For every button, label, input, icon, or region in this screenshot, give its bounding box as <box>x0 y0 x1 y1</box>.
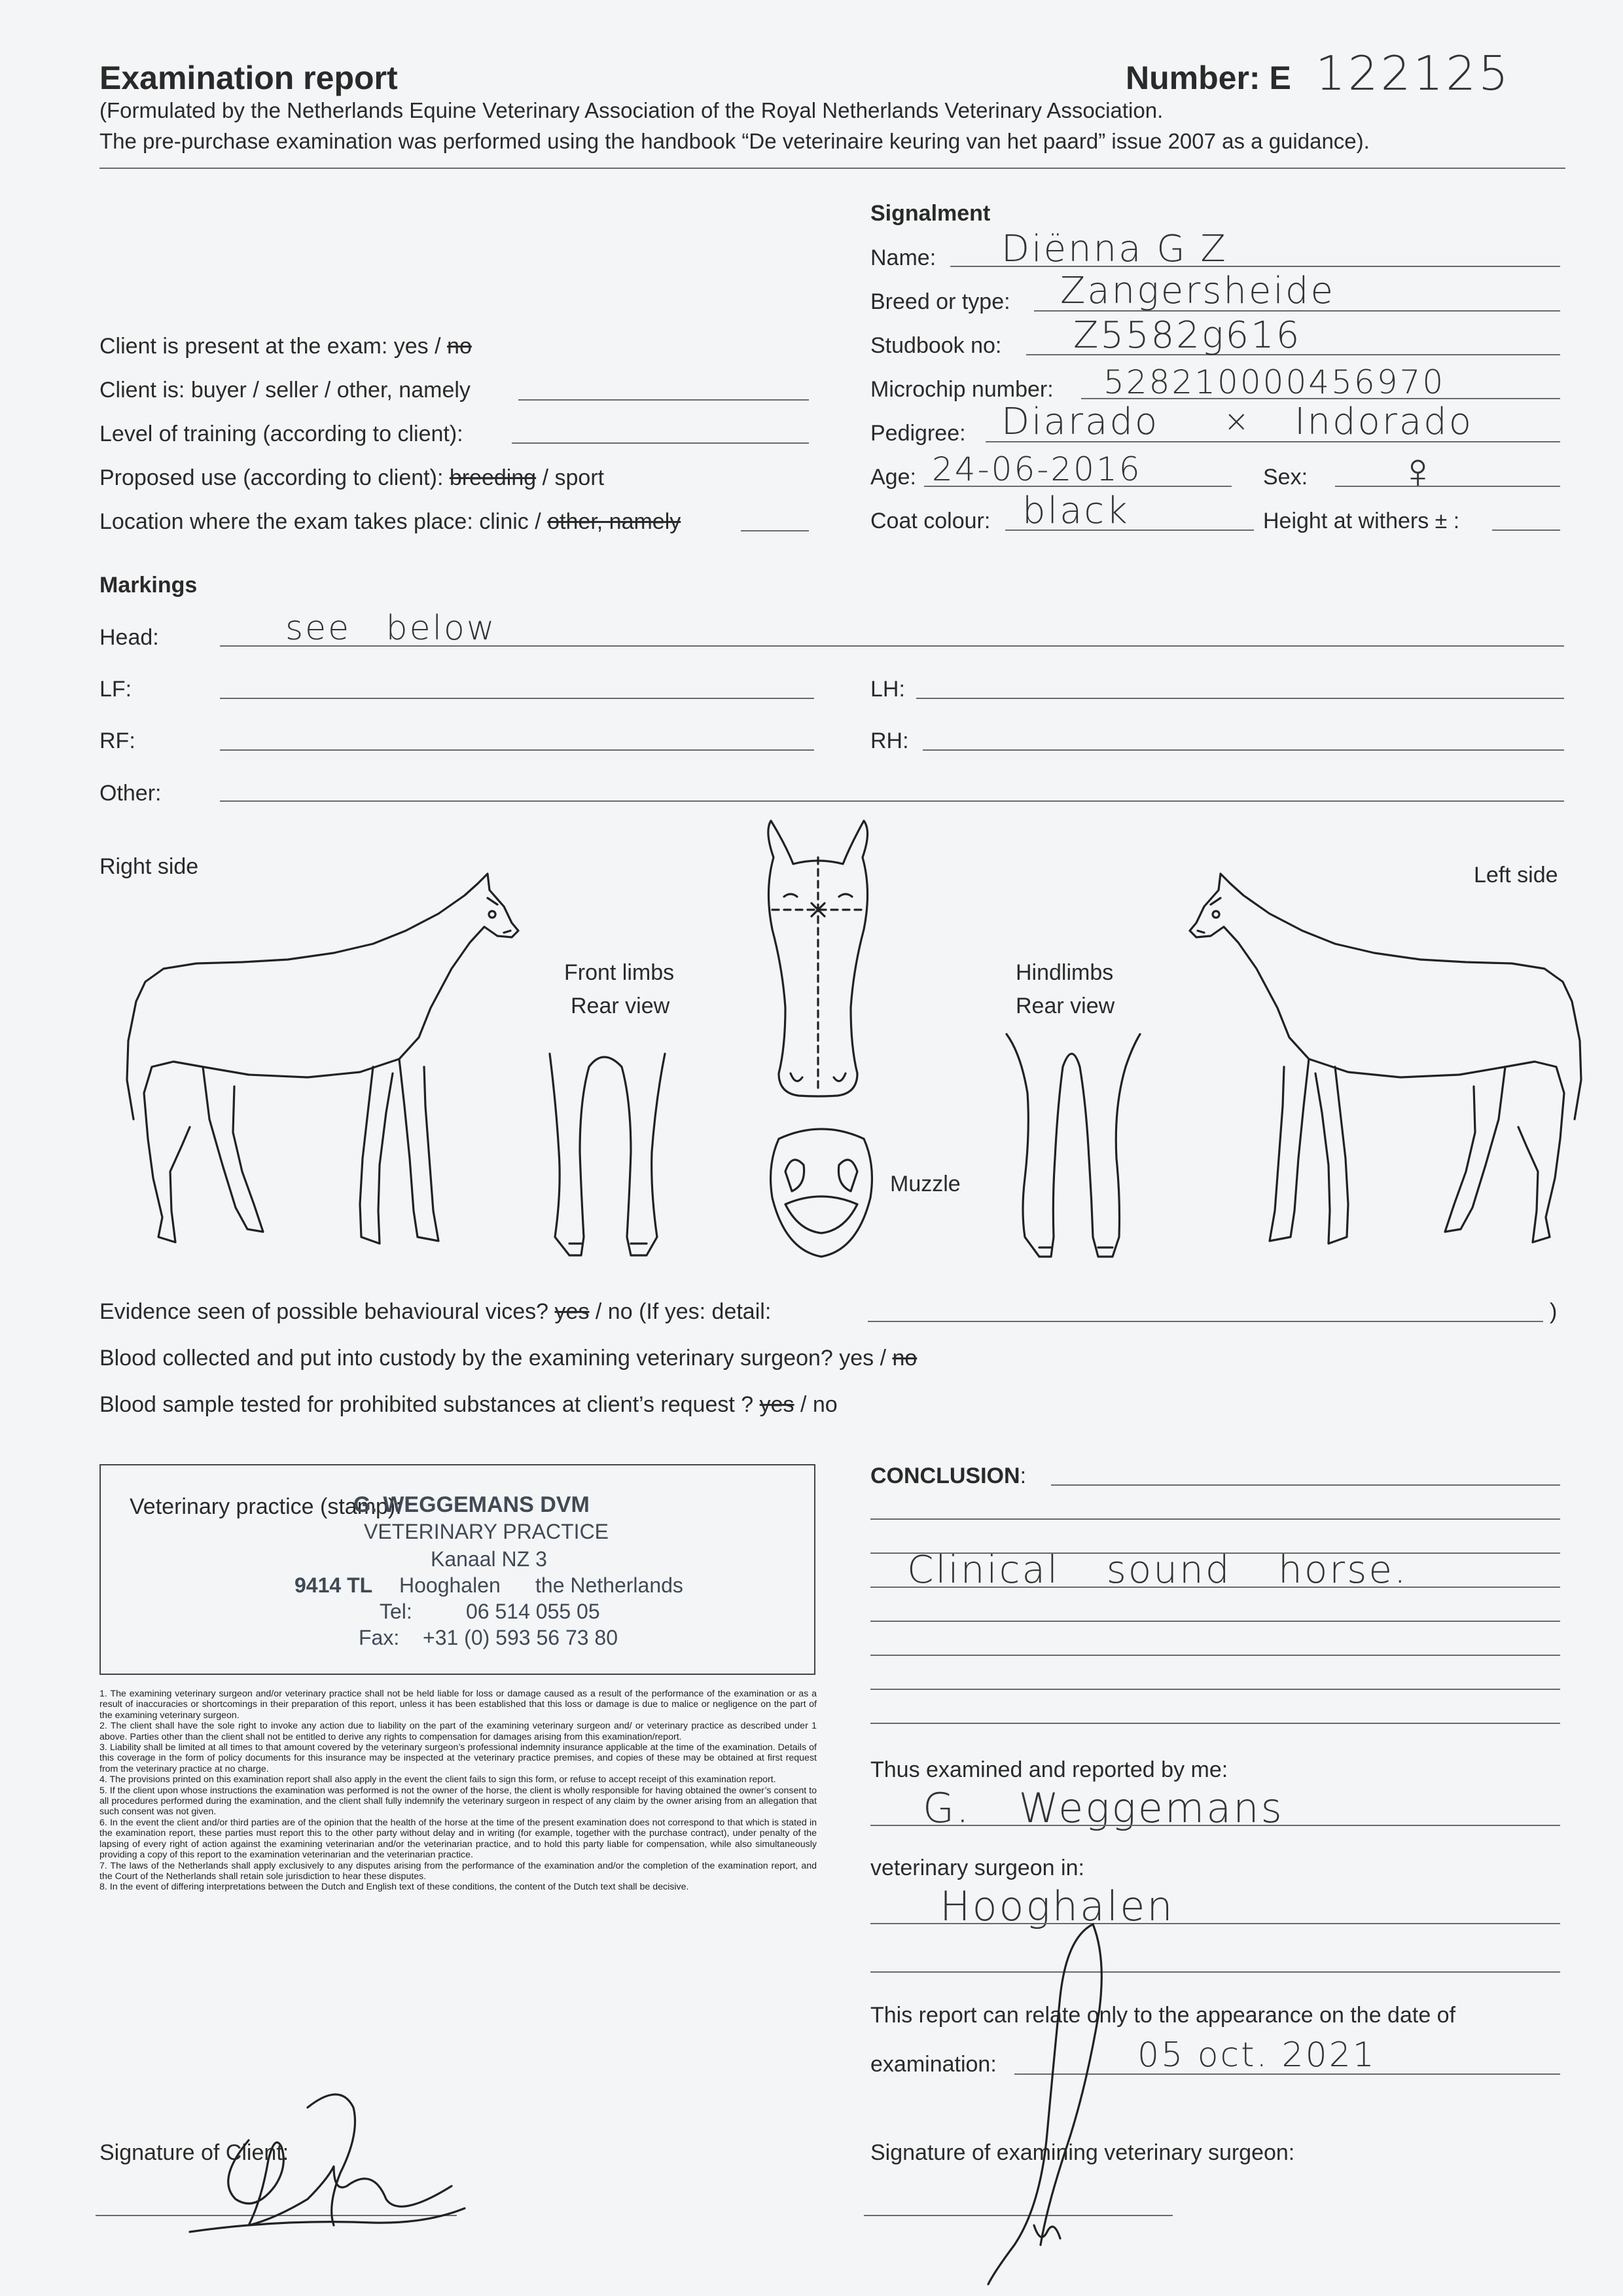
coat-label: Coat colour: <box>870 509 991 533</box>
stamp-tel: 06 514 055 05 <box>466 1600 600 1623</box>
surgeon-in-label: veterinary surgeon in: <box>870 1856 1084 1880</box>
report-subtitle-1: (Formulated by the Netherlands Equine Veterinary Association of the Royal Netherlands Veterinary Association. <box>99 98 1164 122</box>
hindlimbs-label: Hindlimbs <box>1016 960 1114 985</box>
sex-value: ♀ <box>1399 441 1438 499</box>
report-number-label: Number: E <box>1126 60 1291 96</box>
lh-line <box>916 698 1564 699</box>
conclusion-text: Clinical sound horse. <box>907 1547 1408 1592</box>
studbook-value: Z5582g616 <box>1073 314 1302 357</box>
front-rear-view-label: Rear view <box>571 994 670 1018</box>
head-label: Head: <box>99 625 159 650</box>
appearance-note: This report can relate only to the appearance on the date of <box>870 2003 1456 2028</box>
location-line <box>741 530 809 531</box>
report-number-value: 122125 <box>1315 46 1511 101</box>
stamp-tel-label: Tel: <box>380 1600 412 1623</box>
horse-left-side-diagram <box>1152 870 1597 1263</box>
conclusion-line-2 <box>870 1518 1560 1520</box>
right-side-label: Right side <box>99 854 199 879</box>
vices-close-paren: ) <box>1550 1299 1558 1324</box>
client-signature-scribble <box>177 2068 478 2251</box>
stamp-street: Kanaal NZ 3 <box>431 1547 547 1571</box>
left-side-label: Left side <box>1474 863 1558 888</box>
horse-name: Diënna G Z <box>1001 228 1228 270</box>
coat-value: black <box>1022 490 1130 532</box>
pedigree-label: Pedigree: <box>870 421 966 446</box>
stamp-fax-label: Fax: <box>359 1626 400 1649</box>
training-label: Level of training (according to client): <box>99 422 463 446</box>
term-2: 2. The client shall have the sole right to invoke any action due to liability on the part of the examining veterinary surgeon and/ or veterinary practice as described under 1 above. Parties other than the client shall not be entitled to derive any rights to compensation for damages arising from this examination/report. <box>99 1721 817 1742</box>
conclusion-line-8 <box>870 1723 1560 1724</box>
exam-date-label: examination: <box>870 2052 997 2077</box>
pedigree-cross: × <box>1224 403 1251 439</box>
blood-test-question: Blood sample tested for prohibited substances at client’s request ? yes / no <box>99 1392 838 1417</box>
stamp-fax: +31 (0) 593 56 73 80 <box>423 1626 618 1649</box>
proposed-use: Proposed use (according to client): breeding / sport <box>99 465 605 490</box>
stamp-vet-name: G. WEGGEMANS DVM <box>353 1492 590 1517</box>
veterinary-practice-label: Veterinary practice (stamp): <box>130 1494 402 1519</box>
lh-label: LH: <box>870 677 905 702</box>
lf-line <box>220 698 814 699</box>
stamp-country: the Netherlands <box>535 1573 683 1597</box>
term-8: 8. In the event of differing interpretations between the Dutch and English text of these conditions, the content of the Dutch text shall be decisive. <box>99 1882 689 1893</box>
age-value: 24-06-2016 <box>932 450 1142 488</box>
muzzle-diagram <box>766 1126 877 1263</box>
other-line <box>220 800 1564 802</box>
pedigree-sire: Diarado <box>1001 401 1160 443</box>
studbook-label: Studbook no: <box>870 333 1002 358</box>
vices-question: Evidence seen of possible behavioural vices? yes / no (If yes: detail: <box>99 1299 772 1324</box>
signalment-heading: Signalment <box>870 201 991 226</box>
client-signature-label: Signature of Client: <box>99 2140 289 2165</box>
term-5: 5. If the client upon whose instructions the examination was performed is not the owner of the horse, the client is wholly responsible for having obtained the owner’s consent to all procedures performed during the examination, and the client shall fully indemnify the veterinary surgeon in respect of any claim by the owner arising from an allegation that such consent was not given. <box>99 1785 817 1818</box>
rf-line <box>220 749 814 751</box>
client-is-label: Client is: buyer / seller / other, namely <box>99 378 471 403</box>
microchip-value: 528210000456970 <box>1103 363 1446 401</box>
term-4: 4. The provisions printed on this examination report shall also apply in the event the client fails to sign this form, or refuse to accept receipt of this examination report. <box>99 1774 776 1785</box>
blood-custody-question: Blood collected and put into custody by the examining veterinary surgeon? yes / no <box>99 1346 918 1371</box>
rh-line <box>923 749 1564 751</box>
vet-signature-label: Signature of examining veterinary surgeon: <box>870 2140 1295 2165</box>
horse-right-side-diagram <box>111 870 556 1263</box>
sex-line <box>1335 486 1560 487</box>
stamp-city: Hooghalen <box>399 1573 501 1597</box>
microchip-label: Microchip number: <box>870 377 1054 402</box>
stamp-practice: VETERINARY PRACTICE <box>364 1520 609 1543</box>
height-label: Height at withers ± : <box>1263 509 1460 533</box>
conclusion-line-5 <box>870 1621 1560 1622</box>
client-present: Client is present at the exam: yes / no <box>99 334 472 359</box>
terms-and-conditions <box>99 1689 817 1893</box>
sex-label: Sex: <box>1263 465 1308 490</box>
conclusion-heading: CONCLUSION: <box>870 1463 1027 1488</box>
conclusion-line-7 <box>870 1689 1560 1690</box>
hind-rear-view-label: Rear view <box>1016 994 1115 1018</box>
report-title: Examination report <box>99 60 398 96</box>
vices-detail-line <box>868 1321 1543 1322</box>
height-line <box>1492 529 1560 531</box>
vet-signature-scribble <box>969 1918 1126 2291</box>
stamp-zip: 9414 TL <box>294 1573 373 1597</box>
front-limbs-label: Front limbs <box>564 960 675 985</box>
other-label: Other: <box>99 781 162 806</box>
rf-label: RF: <box>99 728 135 753</box>
horse-head-front-diagram <box>759 818 877 1100</box>
exam-location: Location where the exam takes place: clinic / other, namely <box>99 509 681 534</box>
head-value: see below <box>285 609 497 648</box>
examined-by-label: Thus examined and reported by me: <box>870 1757 1228 1782</box>
age-label: Age: <box>870 465 916 490</box>
surgeon-in-value: Hooghalen <box>940 1882 1175 1930</box>
lf-label: LF: <box>99 677 132 702</box>
breed-value: Zangersheide <box>1060 270 1335 312</box>
conclusion-line-6 <box>870 1655 1560 1656</box>
term-1: 1. The examining veterinary surgeon and/or veterinary practice shall not be held liable for loss or damage caused as a result of the performance of the examination or as a result of inaccuracies or shortcomings in their preparation of this report, unless it has been established that this loss or damage is due to malice or negligence on the part of the examining veterinary surgeon. <box>99 1689 817 1721</box>
pedigree-dam: Indorado <box>1294 401 1473 443</box>
client-is-line <box>518 399 809 401</box>
front-limbs-rear-view-diagram <box>543 1047 674 1263</box>
muzzle-label: Muzzle <box>890 1172 961 1196</box>
report-subtitle-2: The pre-purchase examination was performed using the handbook “De veterinaire keuring van het paard” issue 2007 as a guidance). <box>99 129 1370 153</box>
header-divider <box>99 168 1565 169</box>
breed-label: Breed or type: <box>870 289 1010 314</box>
conclusion-line-1 <box>1051 1484 1560 1486</box>
term-6: 6. In the event the client and/or third parties are of the opinion that the health of the horse at the time of the present examination does not correspond to that which is stated in the examination report, these parties must report this to the other party without delay and in writing (for example, together with the purchase contract), under penalty of the lapsing of every right of action against the examining veterinarian and/or the veterinarian practice, and to hold this party liable for compensation, while also simultaneously providing a copy of this report to the examination veterinarian and the veterinarian practice. <box>99 1817 817 1861</box>
name-label: Name: <box>870 245 936 270</box>
markings-heading: Markings <box>99 573 198 598</box>
examined-by-line <box>870 1825 1560 1826</box>
training-line <box>512 442 809 444</box>
term-7: 7. The laws of the Netherlands shall apply exclusively to any disputes arising from the performance of the examination and/or the completion of the examination report, and the Court of the Netherlands shall retain sole jurisdiction to hear these disputes. <box>99 1860 817 1882</box>
hind-limbs-rear-view-diagram <box>1001 1028 1145 1263</box>
rh-label: RH: <box>870 728 909 753</box>
exam-date-value: 05 oct. 2021 <box>1137 2036 1376 2075</box>
term-3: 3. Liability shall be limited at all times to that amount covered by the veterinary surgeon’s professional indemnity insurance applicable at the time of the examination. Details of this coverage in the form of policy documents for this insurance may be inspected at the veterinary practice premises, and copies of these may be obtained at first request from the veterinary practice at no charge. <box>99 1742 817 1774</box>
examined-by-value: G. Weggemans <box>923 1784 1284 1832</box>
